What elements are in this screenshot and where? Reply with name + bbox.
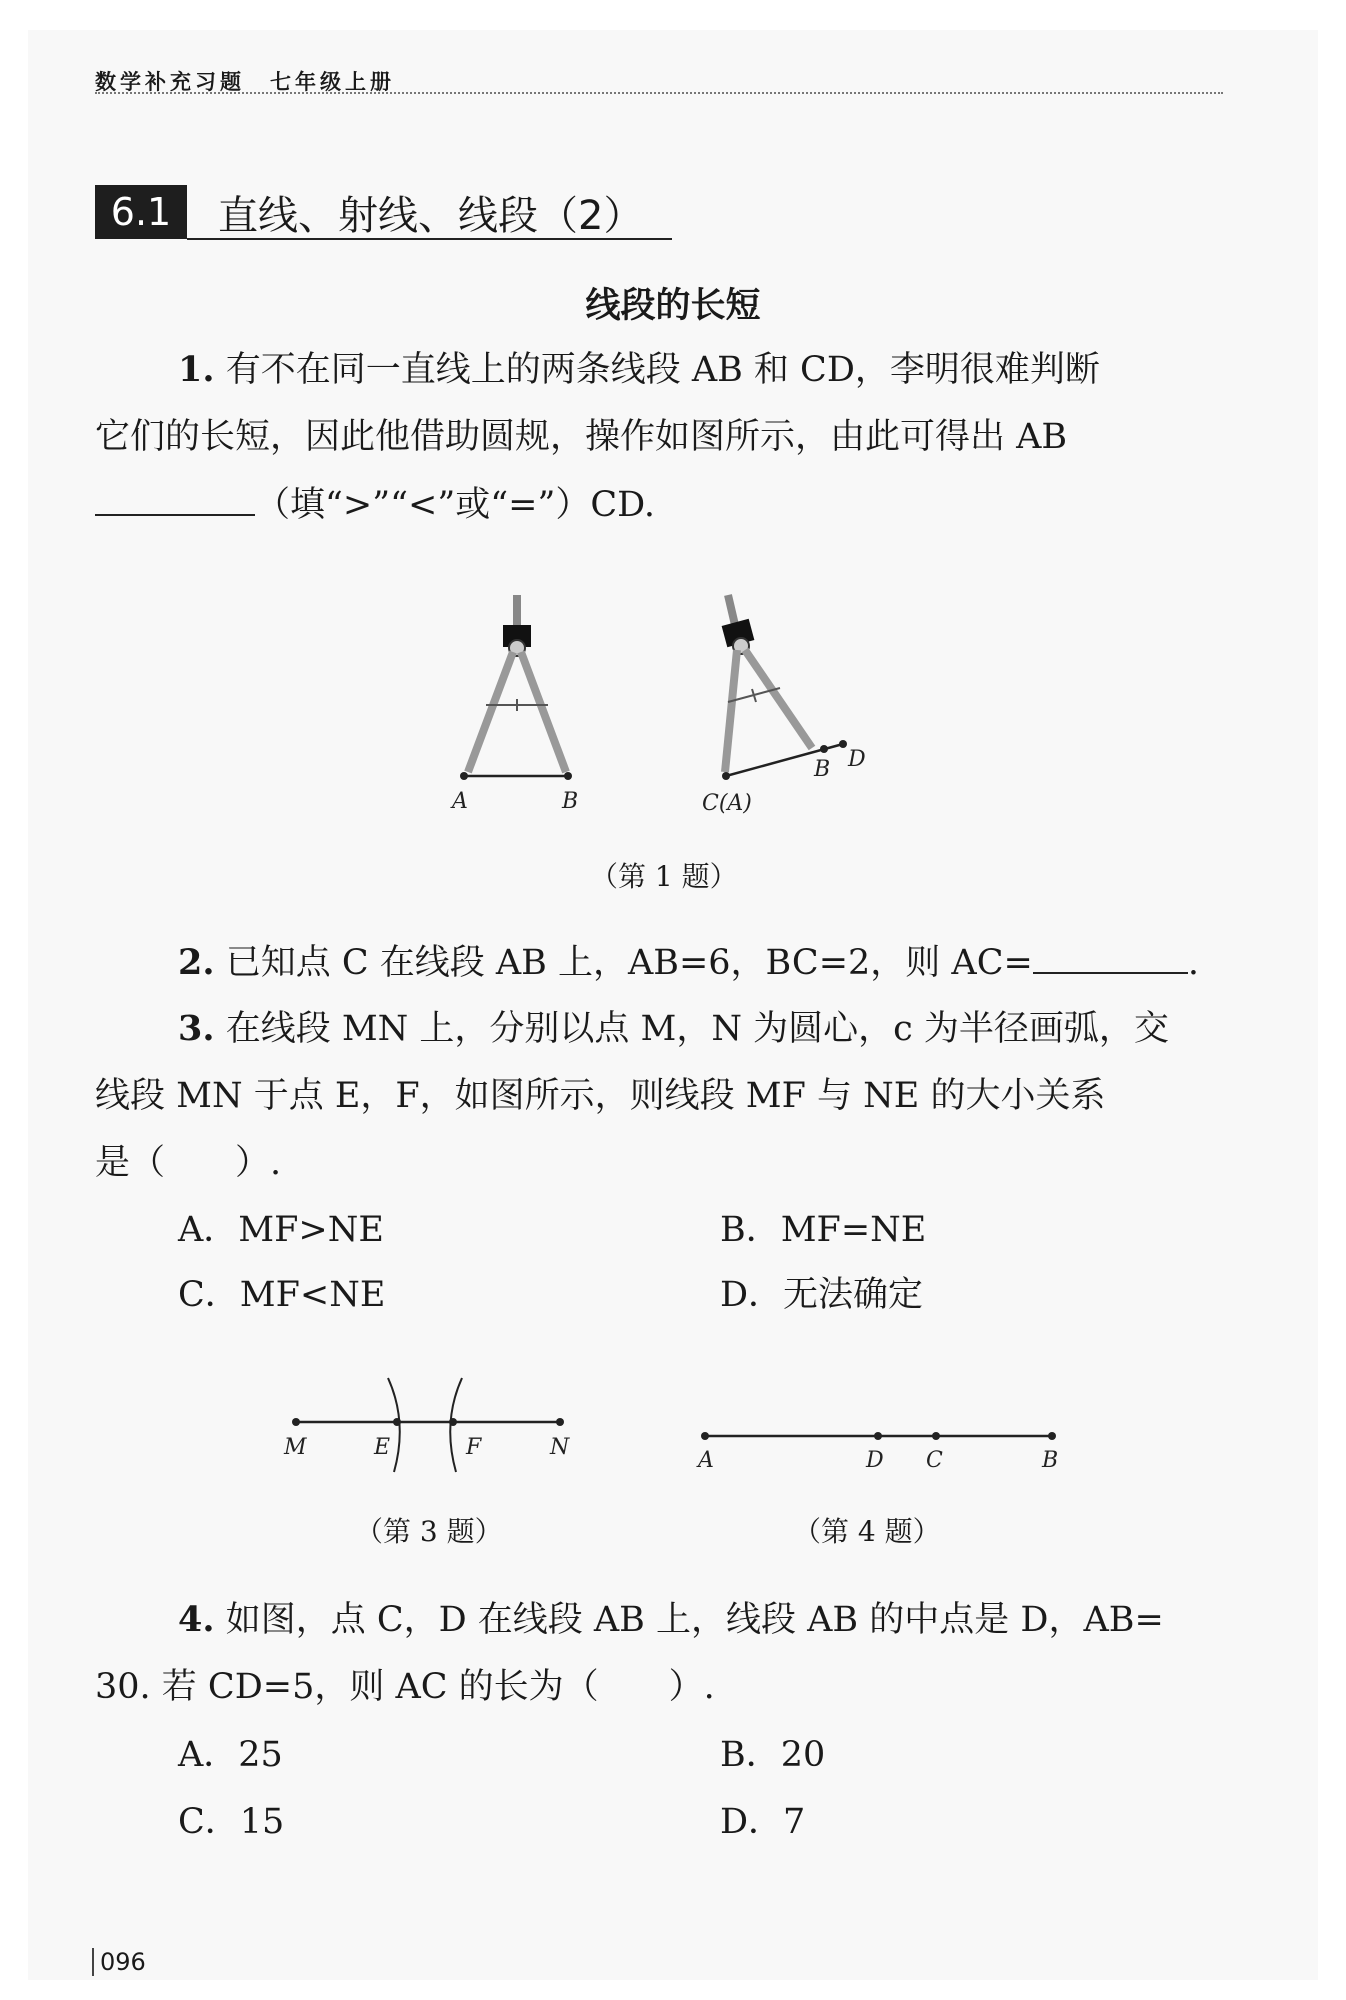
q2-end: . [1187, 943, 1199, 983]
label-d-q4: D [866, 1448, 884, 1473]
q3-option-d[interactable]: D．无法确定 [720, 1275, 924, 1315]
q2-number: 2. [178, 942, 215, 983]
point-m [292, 1418, 300, 1426]
point-b [564, 772, 572, 780]
section-underline [187, 238, 672, 240]
point-e [393, 1418, 401, 1426]
figure-4-caption: （第 4 题） [793, 1515, 941, 1548]
q4-option-c[interactable]: C．15 [178, 1802, 285, 1842]
figure-3-segment-mn [270, 1370, 590, 1480]
point-n [556, 1418, 564, 1426]
q4-option-b[interactable]: B．20 [720, 1735, 826, 1775]
point-c-q4 [932, 1432, 940, 1440]
q4-line1 [178, 1598, 1164, 1642]
label-ca: C(A) [702, 791, 752, 816]
q3-option-b[interactable]: B．MF=NE [720, 1210, 927, 1250]
section-title: 直线、射线、线段（2） [218, 193, 644, 239]
subheading: 线段的长短 [585, 286, 761, 326]
q1-line3 [95, 482, 655, 527]
label-b: B [562, 789, 579, 814]
label-f: F [466, 1435, 482, 1460]
q3-number: 3. [178, 1008, 215, 1049]
q2-answer-blank[interactable] [1033, 940, 1188, 974]
label-m: M [284, 1435, 307, 1460]
point-b-q4 [1048, 1432, 1056, 1440]
q4-option-a[interactable]: A．25 [178, 1735, 283, 1775]
q3-option-c[interactable]: C．MF<NE [178, 1275, 386, 1315]
label-b2: B [814, 757, 831, 782]
figure-4-segment-ab [690, 1400, 1070, 1480]
q3-line2: 线段 MN 于点 E，F，如图所示，则线段 MF 与 NE 的大小关系 [95, 1076, 1106, 1116]
q3-option-a[interactable]: A．MF>NE [178, 1210, 384, 1250]
q1-answer-blank[interactable] [95, 482, 255, 516]
label-d: D [848, 747, 866, 772]
point-b-on-cd [820, 745, 828, 753]
q1-line1 [178, 348, 1100, 392]
q1-number: 1. [178, 349, 215, 390]
page-number: 096 [92, 1948, 146, 1976]
q1-text-1: 有不在同一直线上的两条线段 AB 和 CD，李明很难判断 [225, 350, 1100, 390]
q1-text-3: （填“>”“<”或“=”）CD. [255, 485, 656, 525]
label-a-q4: A [698, 1448, 714, 1473]
figure-3-caption: （第 3 题） [355, 1515, 503, 1548]
point-c [722, 772, 730, 780]
compass-right [722, 595, 812, 772]
q3-text-1: 在线段 MN 上，分别以点 M，N 为圆心，c 为半径画弧，交 [225, 1009, 1169, 1049]
label-b-q4: B [1042, 1448, 1059, 1473]
label-c-q4: C [926, 1448, 943, 1473]
q2-text: 已知点 C 在线段 AB 上，AB=6，BC=2，则 AC= [225, 943, 1033, 983]
label-e: E [374, 1435, 391, 1460]
q1-line2: 它们的长短，因此他借助圆规，操作如图所示，由此可得出 AB [95, 417, 1068, 457]
header-divider [95, 92, 1223, 94]
q2-line [178, 940, 1199, 985]
running-header: 数学补充习题 七年级上册 [95, 70, 395, 94]
q4-line2: 30. 若 CD=5，则 AC 的长为（ ）. [95, 1667, 715, 1707]
point-a [460, 772, 468, 780]
point-d-q4 [874, 1432, 882, 1440]
point-a-q4 [701, 1432, 709, 1440]
q3-line1 [178, 1007, 1169, 1051]
figure-1-compass [430, 590, 900, 820]
label-a: A [452, 789, 468, 814]
point-d [839, 740, 847, 748]
section-number: 6.1 [95, 185, 187, 239]
q4-text-1: 如图，点 C，D 在线段 AB 上，线段 AB 的中点是 D，AB= [225, 1600, 1164, 1640]
point-f [449, 1418, 457, 1426]
label-n: N [550, 1435, 570, 1460]
q3-line3: 是（ ）. [95, 1143, 282, 1183]
compass-left [468, 595, 566, 772]
q4-option-d[interactable]: D．7 [720, 1802, 806, 1842]
q4-number: 4. [178, 1599, 215, 1640]
figure-1-caption: （第 1 题） [590, 860, 738, 893]
